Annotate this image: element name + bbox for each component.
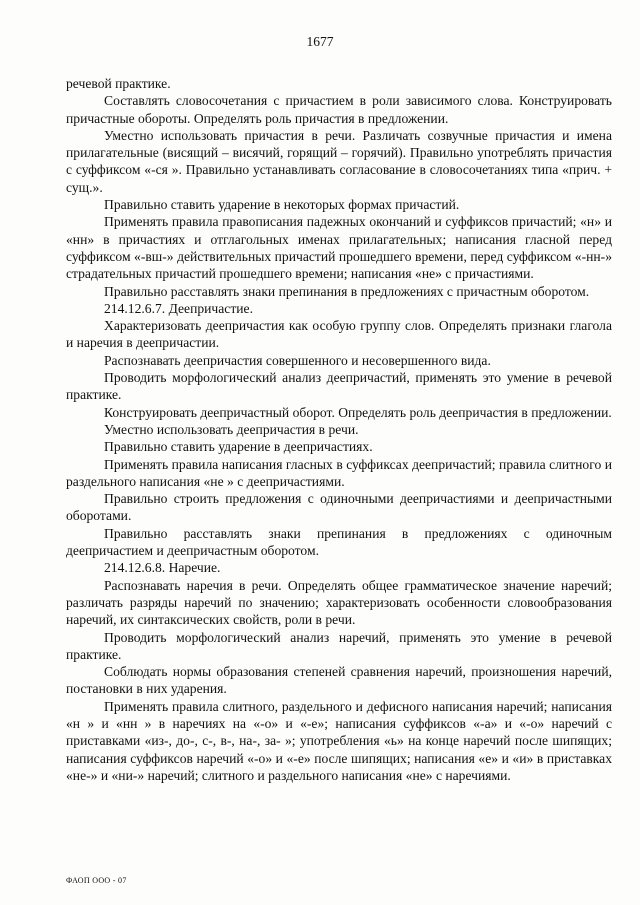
- paragraph: Проводить морфологический анализ деепричастий, применять это умение в речевой практике.: [66, 370, 612, 403]
- paragraph: Характеризовать деепричастия как особую группу слов. Определять признаки глагола и наречия в деепричастии.: [66, 318, 612, 351]
- paragraph: Уместно использовать причастия в речи. Различать созвучные причастия и имена прилагательные (висящий – висячий, горящий – горячий). Правильно употреблять причастия с суффиксом «-ся ». Правильно устанавливать согласование в словосочетаниях типа «прич. + сущ.».: [66, 127, 612, 195]
- paragraph: Применять правила слитного, раздельного и дефисного написания наречий; написания «н » и «нн » в наречиях на «-о» и «-е»; написания суффиксов «-а» и «-о» наречий с приставками «из-, до-, с-, в-, на-, за- »; употребления «ь» на конце наречий после шипящих; написания суффиксов наречий «-о» и «-е» после шипящих; написания «е» и «и» в приставках «не-» и «ни-» наречий; слитного и раздельного написания «не» с наречиями.: [66, 698, 612, 783]
- paragraph: Распознавать наречия в речи. Определять общее грамматическое значение наречий; различать разряды наречий по значению; характеризовать особенности словообразования наречий, их синтаксических свойств, роли в речи.: [66, 577, 612, 628]
- paragraph: Соблюдать нормы образования степеней сравнения наречий, произношения наречий, постановки в них ударения.: [66, 664, 612, 697]
- paragraph: Правильно расставлять знаки препинания в предложениях с причастным оборотом.: [104, 283, 590, 299]
- footer-code: ФАОП ООО - 07: [66, 876, 127, 885]
- paragraph: Применять правила правописания падежных окончаний и суффиксов причастий; «н» и «нн» в причастиях и отглагольных именах прилагательных; написания гласной перед суффиксом «-вш-» действительных причастий прошедшего времени, перед суффиксом «-нн-» страдательных причастий прошедшего времени; написания «не» с причастиями.: [66, 214, 612, 282]
- paragraph: Уместно использовать деепричастия в речи.: [104, 421, 359, 437]
- paragraph: Конструировать деепричастный оборот. Определять роль деепричастия в предложении.: [104, 404, 612, 420]
- section-heading: 214.12.6.7. Деепричастие.: [104, 300, 253, 316]
- paragraph: Правильно расставлять знаки препинания в предложениях с одиночным деепричастием и деепричастным оборотом.: [66, 525, 612, 559]
- paragraph: Проводить морфологический анализ наречий, применять это умение в речевой практике.: [66, 629, 612, 662]
- paragraph: Правильно строить предложения с одиночными деепричастиями и деепричастными оборотами.: [66, 491, 612, 524]
- paragraph: Распознавать деепричастия совершенного и несовершенного вида.: [104, 352, 491, 368]
- paragraph: Составлять словосочетания с причастием в роли зависимого слова. Конструировать причастные обороты. Определять роль причастия в предложении.: [66, 93, 612, 126]
- paragraph: Правильно ставить ударение в некоторых формах причастий.: [104, 197, 460, 213]
- paragraph: Правильно ставить ударение в деепричастиях.: [104, 439, 373, 455]
- page-number: 1677: [306, 34, 334, 49]
- paragraph: Применять правила написания гласных в суффиксах деепричастий; правила слитного и раздельного написания «не » с деепричастиями.: [66, 456, 612, 489]
- document-body: [66, 75, 612, 784]
- section-heading: 214.12.6.8. Наречие.: [104, 560, 221, 576]
- paragraph: речевой практике.: [66, 76, 171, 91]
